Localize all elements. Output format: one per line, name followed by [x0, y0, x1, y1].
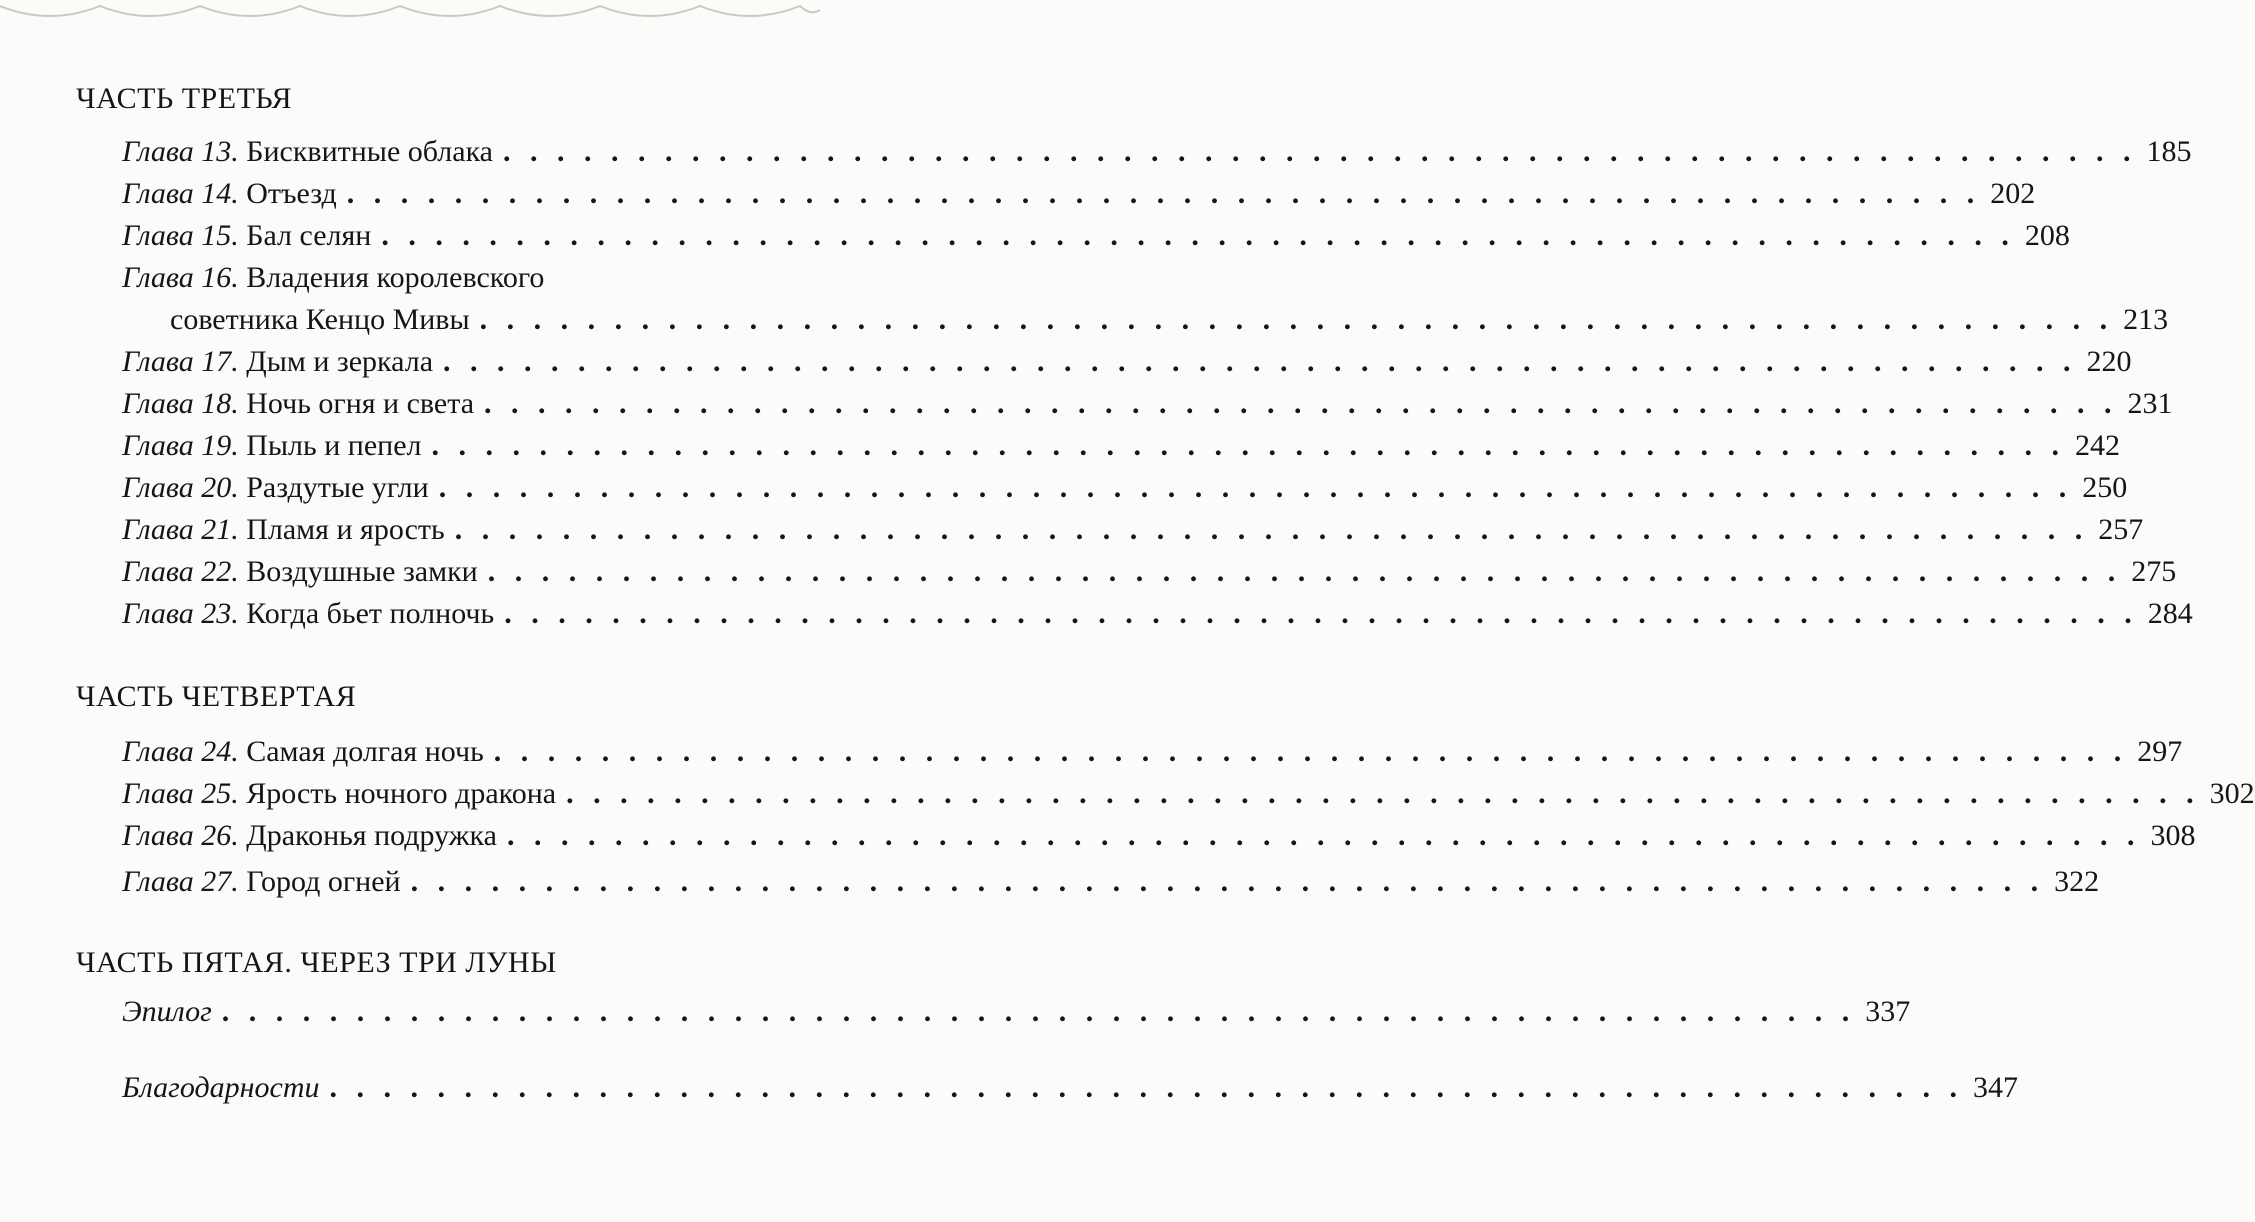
toc-entry[interactable]	[122, 342, 2132, 382]
toc-entry[interactable]	[122, 216, 2070, 256]
part-heading: ЧАСТЬ ТРЕТЬЯ	[76, 82, 293, 115]
toc-entry[interactable]	[122, 992, 1911, 1032]
chapter-title-continued: советника Кенцо Мивы	[170, 303, 470, 336]
chapter-label: Глава 15.	[122, 219, 239, 252]
section-label: Эпилог	[122, 995, 212, 1028]
chapter-title: Бал селян	[246, 219, 372, 252]
chapter-label: Глава 27.	[122, 865, 239, 898]
dot-leader: . . . . . . . . . . . . . . . . . . . . . . . . . . . . . . . . . . . . . . . . . . . . . . . . . . . . . . . . . . . . .	[484, 387, 2118, 420]
page-number: 284	[2147, 597, 2193, 630]
toc-entry[interactable]	[122, 174, 2036, 214]
chapter-label: Глава 18.	[122, 387, 239, 420]
page-number: 347	[1973, 1071, 2018, 1104]
dot-leader: . . . . . . . . . . . . . . . . . . . . . . . . . . . . . . . . . . . . . . . . . . . . . . . . . . . . . . . . . . . . .	[438, 471, 2073, 504]
dot-leader: . . . . . . . . . . . . . . . . . . . . . . . . . . . . . . . . . . . . . . . . . . . . . . . . . . . . . . . . . . . . .	[381, 219, 2015, 252]
dot-leader: . . . . . . . . . . . . . . . . . . . . . . . . . . . . . . . . . . . . . . . . . . . . . . . . . . . . . . . . . . . . .	[346, 177, 1981, 210]
page-number: 302	[2209, 777, 2255, 810]
page-number: 275	[2131, 555, 2177, 588]
chapter-label: Глава 25.	[122, 777, 239, 810]
scalloped-border	[0, 0, 820, 28]
chapter-label: Глава 20.	[122, 471, 239, 504]
toc-entry-continuation[interactable]	[170, 300, 2169, 340]
page-number: 231	[2127, 387, 2173, 420]
chapter-label: Глава 17.	[122, 345, 239, 378]
toc-entry[interactable]	[122, 1068, 2018, 1108]
part-heading: ЧАСТЬ ПЯТАЯ. ЧЕРЕЗ ТРИ ЛУНЫ	[76, 946, 557, 979]
toc-entry[interactable]	[122, 552, 2177, 592]
page-number: 220	[2086, 345, 2132, 378]
dot-leader: . . . . . . . . . . . . . . . . . . . . . . . . . . . . . . . . . . . . . . . . . . . . . . . . . . . . . . . . . . . . .	[221, 995, 1856, 1028]
dot-leader: . . . . . . . . . . . . . . . . . . . . . . . . . . . . . . . . . . . . . . . . . . . . . . . . . . . . . . . . . . . . .	[487, 555, 2122, 588]
dot-leader: . . . . . . . . . . . . . . . . . . . . . . . . . . . . . . . . . . . . . . . . . . . . . . . . . . . . . . . . . . . . .	[329, 1071, 1963, 1104]
dot-leader: . . . . . . . . . . . . . . . . . . . . . . . . . . . . . . . . . . . . . . . . . . . . . . . . . . . . . . . . . . . . .	[479, 303, 2114, 336]
chapter-title: Ночь огня и света	[246, 387, 475, 420]
toc-entry[interactable]	[122, 510, 2144, 550]
toc-entry[interactable]	[122, 862, 2100, 902]
dot-leader: . . . . . . . . . . . . . . . . . . . . . . . . . . . . . . . . . . . . . . . . . . . . . . . . . . . . . . . . . . . . .	[506, 819, 2141, 852]
toc-entry[interactable]	[122, 468, 2128, 508]
chapter-title: Драконья подружка	[246, 819, 497, 852]
chapter-label: Глава 22.	[122, 555, 239, 588]
page-number: 322	[2054, 865, 2100, 898]
dot-leader: . . . . . . . . . . . . . . . . . . . . . . . . . . . . . . . . . . . . . . . . . . . . . . . . . . . . . . . . . . . . .	[410, 865, 2045, 898]
dot-leader: . . . . . . . . . . . . . . . . . . . . . . . . . . . . . . . . . . . . . . . . . . . . . . . . . . . . . . . . . . . . .	[504, 597, 2138, 630]
section-label: Благодарности	[122, 1071, 320, 1104]
chapter-title: Владения королевского	[246, 261, 545, 294]
toc-entry[interactable]	[122, 258, 770, 298]
toc-entry[interactable]	[122, 384, 2173, 424]
page-number: 257	[2098, 513, 2144, 546]
toc-entry[interactable]	[122, 426, 2120, 466]
chapter-label: Глава 23.	[122, 597, 239, 630]
chapter-title: Самая долгая ночь	[246, 735, 484, 768]
chapter-label: Глава 16.	[122, 261, 239, 294]
chapter-label: Глава 26.	[122, 819, 239, 852]
chapter-title: Когда бьет полночь	[246, 597, 495, 630]
chapter-label: Глава 13.	[122, 135, 239, 168]
page-number: 242	[2074, 429, 2120, 462]
chapter-title: Бисквитные облака	[246, 135, 494, 168]
chapter-label: Глава 24.	[122, 735, 239, 768]
toc-entry[interactable]	[122, 132, 2192, 172]
chapter-title: Воздушные замки	[246, 555, 478, 588]
chapter-title: Раздутые угли	[246, 471, 429, 504]
toc-entry[interactable]	[122, 732, 2183, 772]
dot-leader: . . . . . . . . . . . . . . . . . . . . . . . . . . . . . . . . . . . . . . . . . . . . . . . . . . . . . . . . . . . . .	[503, 135, 2137, 168]
chapter-title: Город огней	[246, 865, 401, 898]
dot-leader: . . . . . . . . . . . . . . . . . . . . . . . . . . . . . . . . . . . . . . . . . . . . . . . . . . . . . . . . . . . . .	[493, 735, 2128, 768]
chapter-title: Отъезд	[246, 177, 337, 210]
page-number: 337	[1865, 995, 1911, 1028]
part-heading: ЧАСТЬ ЧЕТВЕРТАЯ	[76, 680, 357, 713]
page-number: 308	[2150, 819, 2196, 852]
page-number: 250	[2082, 471, 2128, 504]
dot-leader: . . . . . . . . . . . . . . . . . . . . . . . . . . . . . . . . . . . . . . . . . . . . . . . . . . . . . . . . . . . . .	[454, 513, 2089, 546]
chapter-title: Дым и зеркала	[246, 345, 434, 378]
dot-leader: . . . . . . . . . . . . . . . . . . . . . . . . . . . . . . . . . . . . . . . . . . . . . . . . . . . . . . . . . . . . .	[566, 777, 2200, 810]
chapter-title: Ярость ночного дракона	[246, 777, 557, 810]
page-number: 208	[2024, 219, 2070, 252]
dot-leader: . . . . . . . . . . . . . . . . . . . . . . . . . . . . . . . . . . . . . . . . . . . . . . . . . . . . . . . . . . . . .	[431, 429, 2065, 462]
page-number: 185	[2146, 135, 2192, 168]
chapter-title: Пламя и ярость	[246, 513, 445, 546]
chapter-label: Глава 21.	[122, 513, 239, 546]
toc-entry[interactable]	[122, 774, 2255, 814]
page-number: 213	[2123, 303, 2169, 336]
dot-leader: . . . . . . . . . . . . . . . . . . . . . . . . . . . . . . . . . . . . . . . . . . . . . . . . . . . . . . . . . . . . .	[443, 345, 2077, 378]
chapter-title: Пыль и пепел	[246, 429, 422, 462]
page-number: 297	[2137, 735, 2183, 768]
chapter-label: Глава 19.	[122, 429, 239, 462]
chapter-label: Глава 14.	[122, 177, 239, 210]
toc-entry[interactable]	[122, 594, 2193, 634]
page-number: 202	[1990, 177, 2036, 210]
toc-entry[interactable]	[122, 816, 2196, 856]
